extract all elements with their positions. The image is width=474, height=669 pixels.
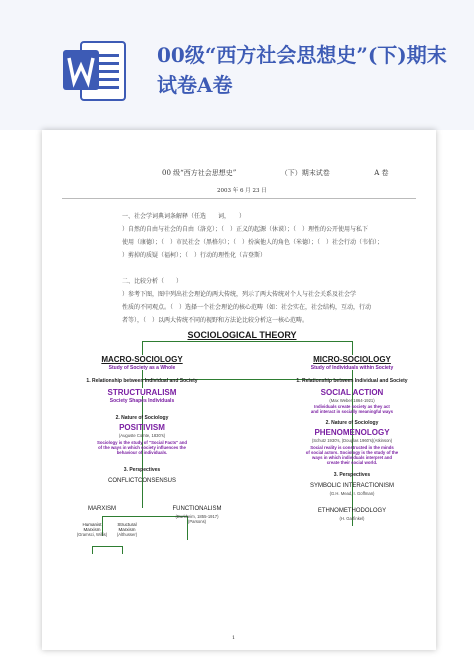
document-banner xyxy=(0,0,474,130)
conflict-label: CONFLICT xyxy=(107,478,138,484)
positivism-cite: (Auguste Comte, 1830's) xyxy=(118,433,166,438)
phenomenology-cite: (Schutz 1930's, (Douglas 1960's)(Atkinson) xyxy=(311,438,393,443)
humanist-label: Humanist xyxy=(82,522,102,527)
humanist-cite: (Gramsci, Willis) xyxy=(76,532,108,537)
humanist-label: Marxism xyxy=(83,527,101,532)
structural-label: Marxism xyxy=(118,527,136,532)
connector-line xyxy=(92,546,93,554)
diagram-title: SOCIOLOGICAL THEORY xyxy=(187,330,297,340)
connector-line xyxy=(122,546,123,554)
header-divider xyxy=(62,198,416,199)
left-relationship-label: 1. Relationship between Individual and Society xyxy=(86,378,198,384)
phenomenology-text: ways in which individuals interpret and xyxy=(312,455,392,460)
positivism-label: POSITIVISM xyxy=(119,423,165,432)
symbolic-interactionism-label: SYMBOLIC INTERACTIONISM xyxy=(309,483,394,489)
connector-line xyxy=(92,546,122,547)
section-1-line: ）自然的自由与社会的自由（洛克）；（ ）正义的起源（休谟）；（ ）理性的公开使用与私下 xyxy=(122,226,369,233)
macro-sociology-subtitle: Study of Society as a Whole xyxy=(108,365,176,371)
right-perspectives-label: 3. Perspectives xyxy=(333,472,371,478)
connector-line xyxy=(352,341,353,355)
section-2-title: 二、比较分析（ ） xyxy=(122,278,183,285)
macro-sociology-heading: MACRO-SOCIOLOGY xyxy=(101,355,183,364)
page-number: 1 xyxy=(232,635,236,641)
social-action-desc: and interact in socially meaningful ways xyxy=(310,409,394,414)
social-action-label: SOCIAL ACTION xyxy=(320,388,384,397)
conflict-consensus-label xyxy=(92,478,192,484)
sociological-theory-diagram xyxy=(42,330,436,630)
section-1-line: 使用（康德）；（ ）市民社会（黑格尔）；（ ）扮演他人的角色（米德）；（ ）社会行动（韦伯）； xyxy=(122,239,384,246)
structural-marxism-label xyxy=(102,522,152,537)
phenomenology-label: PHENOMENOLOGY xyxy=(314,428,390,437)
consensus-label: CONSENSUS xyxy=(137,478,176,484)
connector-line xyxy=(142,341,143,355)
structural-cite: (Althusser) xyxy=(116,532,138,537)
ethnomethodology-cite: (H. Garfinkel) xyxy=(339,516,365,521)
header-version: A 卷 xyxy=(374,169,389,177)
functionalism-label: FUNCTIONALISM xyxy=(172,506,222,512)
micro-sociology-heading: MICRO-SOCIOLOGY xyxy=(313,355,391,364)
section-2-line: 者等），（ ）以两大传统不同的视野和方法论比较分析这一核心范畴。 xyxy=(122,317,309,324)
structural-label: Structural xyxy=(117,522,137,527)
section-2-line: 性质的不同观点。（ ）选择一个社会理论的核心范畴（如：社会实在，社会结构，互动，行动 xyxy=(122,304,372,311)
header-course: 00 级“西方社会思想史” xyxy=(162,169,237,177)
left-nature-label: 2. Nature of Sociology xyxy=(115,415,169,421)
functionalism-cite: (Parsons) xyxy=(187,519,207,524)
symbolic-interactionism-cite: (G.H. Mead, I. Goffman) xyxy=(329,491,375,496)
positivism-text: behaviour of individuals. xyxy=(116,450,168,455)
positivism-text: of the ways in which society influences the xyxy=(98,445,186,450)
structuralism-label: STRUCTURALISM xyxy=(107,388,177,397)
section-2 xyxy=(122,275,422,327)
marxism-label: MARXISM xyxy=(87,506,116,512)
exam-date: 2003 年 6 月 23 日 xyxy=(217,188,267,194)
word-document-icon xyxy=(63,40,127,102)
paper-header xyxy=(162,168,389,178)
connector-line xyxy=(142,341,352,342)
header-exam: （下）期末试卷 xyxy=(280,169,330,177)
right-nature-label: 2. Nature of Sociology xyxy=(325,420,379,426)
functionalism-cite: (Durkheim, 1855-1917) xyxy=(175,514,219,519)
section-1-title: 一、社会学词典词条解释（任选 词， ） xyxy=(122,213,246,220)
social-action-desc: Individuals create society as they act xyxy=(314,404,390,409)
structuralism-desc: Society Shapes Individuals xyxy=(109,398,175,404)
phenomenology-text: of social actors. Sociology is the study of the xyxy=(305,450,399,455)
positivism-text: Sociology is the study of "Social Facts" and xyxy=(96,440,188,445)
section-2-line: ）参考下图，图中列出社会理论的两大传统，列示了两大传统对个人与社会关系及社会学 xyxy=(122,291,357,298)
document-title: 00级“西方社会思想史”(下)期末试卷A卷 xyxy=(157,43,447,97)
left-perspectives-label: 3. Perspectives xyxy=(123,467,161,473)
section-1-line: ）剪掉的质疑（福柯）；（ ）行动的理性化（吉登斯） xyxy=(122,252,267,259)
right-relationship-label: 1. Relationship between Individual and Society xyxy=(296,378,408,384)
ethnomethodology-label: ETHNOMETHODOLOGY xyxy=(317,508,387,514)
phenomenology-text: Social reality is constructed in the minds xyxy=(310,445,394,450)
section-1 xyxy=(122,210,422,262)
exam-paper xyxy=(42,130,436,650)
social-action-cite: (Max Weber 1864-1921) xyxy=(329,398,375,403)
micro-sociology-subtitle: Study of Individuals within Society xyxy=(310,365,394,371)
phenomenology-text: create their social world. xyxy=(326,460,378,465)
